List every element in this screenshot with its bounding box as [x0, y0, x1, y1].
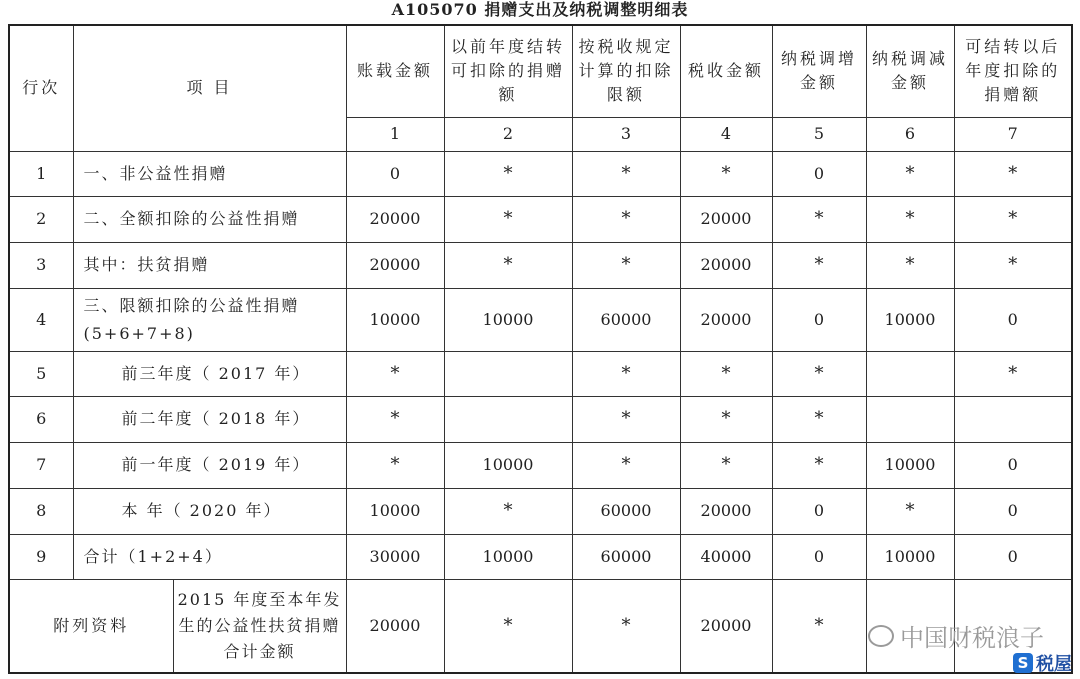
- cell-value: 10000: [866, 288, 954, 351]
- cell-value: 0: [772, 288, 866, 351]
- cell-value: [444, 396, 572, 442]
- cell-value: *: [680, 442, 772, 488]
- header-col-3: 按税收规定计算的扣除限额: [572, 25, 680, 117]
- cell-value: 10000: [444, 442, 572, 488]
- brand-logo: [1013, 650, 1072, 676]
- row-item: 前一年度（ 2019 年）: [73, 442, 346, 488]
- header-col-1: 账载金额: [346, 25, 444, 117]
- cell-value: *: [954, 196, 1072, 242]
- cell-value: 10000: [444, 288, 572, 351]
- header-row-no: 行次: [9, 25, 73, 151]
- cell-value: 20000: [346, 242, 444, 288]
- cell-value: *: [954, 351, 1072, 396]
- cell-value: *: [572, 351, 680, 396]
- col-number: 3: [572, 117, 680, 151]
- cell-value: *: [866, 242, 954, 288]
- cell-value: *: [866, 151, 954, 196]
- table-row: [9, 351, 1072, 396]
- cell-value: 10000: [346, 488, 444, 534]
- cell-value: *: [866, 488, 954, 534]
- logo-mark-icon: S: [1013, 653, 1033, 673]
- col-number: 2: [444, 117, 572, 151]
- cell-value: *: [772, 196, 866, 242]
- cell-value: 0: [954, 442, 1072, 488]
- cell-value: *: [680, 396, 772, 442]
- cell-value: 30000: [346, 534, 444, 579]
- header-col-6: 纳税调减金额: [866, 25, 954, 117]
- cell-value: *: [772, 396, 866, 442]
- donation-table: [8, 24, 1073, 674]
- row-number: 7: [9, 442, 73, 488]
- cell-value: [866, 396, 954, 442]
- wechat-icon: [868, 625, 894, 647]
- cell-value: *: [572, 442, 680, 488]
- cell-value: 40000: [680, 534, 772, 579]
- row-item: 三、限额扣除的公益性捐赠(5+6+7+8): [73, 288, 346, 351]
- row-item: 一、非公益性捐赠: [73, 151, 346, 196]
- cell-value: 10000: [866, 442, 954, 488]
- header-col-4: 税收金额: [680, 25, 772, 117]
- cell-value: *: [444, 488, 572, 534]
- cell-value: 0: [346, 151, 444, 196]
- cell-value: [444, 351, 572, 396]
- cell-value: 0: [772, 151, 866, 196]
- row-number: 9: [9, 534, 73, 579]
- row-item: 其中：扶贫捐赠: [73, 242, 346, 288]
- table-row: [9, 534, 1072, 579]
- header-col-5: 纳税调增金额: [772, 25, 866, 117]
- table-row: [9, 288, 1072, 351]
- cell-value: *: [346, 396, 444, 442]
- cell-value: *: [772, 442, 866, 488]
- cell-value: 10000: [866, 534, 954, 579]
- col-number: 1: [346, 117, 444, 151]
- row-item: 二、全额扣除的公益性捐赠: [73, 196, 346, 242]
- cell-value: *: [572, 579, 680, 673]
- col-number: 7: [954, 117, 1072, 151]
- cell-value: *: [444, 196, 572, 242]
- cell-value: *: [346, 442, 444, 488]
- row-item: 前三年度（ 2017 年）: [73, 351, 346, 396]
- cell-value: 60000: [572, 288, 680, 351]
- table-row: [9, 396, 1072, 442]
- table-title: A105070 捐赠支出及纳税调整明细表: [391, 0, 689, 19]
- cell-value: 20000: [680, 579, 772, 673]
- row-number: 2: [9, 196, 73, 242]
- logo-text: 税屋: [1036, 654, 1072, 675]
- header-row: [9, 25, 1072, 117]
- appendix-label: 附列资料: [9, 579, 173, 673]
- cell-value: *: [572, 196, 680, 242]
- row-number: 6: [9, 396, 73, 442]
- table-row: [9, 442, 1072, 488]
- cell-value: *: [572, 396, 680, 442]
- cell-value: 10000: [346, 288, 444, 351]
- cell-value: [954, 396, 1072, 442]
- cell-value: 20000: [680, 288, 772, 351]
- cell-value: *: [954, 242, 1072, 288]
- cell-value: 20000: [680, 242, 772, 288]
- cell-value: 60000: [572, 488, 680, 534]
- row-item: 合计（1+2+4）: [73, 534, 346, 579]
- cell-value: 0: [954, 288, 1072, 351]
- header-col-7: 可结转以后年度扣除的捐赠额: [954, 25, 1072, 117]
- cell-value: 20000: [680, 196, 772, 242]
- cell-value: *: [572, 151, 680, 196]
- watermark: [868, 618, 1044, 653]
- table-row: [9, 151, 1072, 196]
- cell-value: *: [572, 242, 680, 288]
- cell-value: *: [680, 351, 772, 396]
- row-number: 1: [9, 151, 73, 196]
- row-item: 前二年度（ 2018 年）: [73, 396, 346, 442]
- cell-value: [866, 351, 954, 396]
- cell-value: *: [866, 196, 954, 242]
- cell-value: 0: [954, 534, 1072, 579]
- appendix-sub-item: 2015 年度至本年发生的公益性扶贫捐赠合计金额: [173, 579, 346, 673]
- cell-value: 60000: [572, 534, 680, 579]
- row-item: 本 年（ 2020 年）: [73, 488, 346, 534]
- cell-value: *: [346, 351, 444, 396]
- cell-value: 10000: [444, 534, 572, 579]
- cell-value: *: [954, 151, 1072, 196]
- cell-value: *: [444, 151, 572, 196]
- row-number: 4: [9, 288, 73, 351]
- row-number: 5: [9, 351, 73, 396]
- header-col-2: 以前年度结转可扣除的捐赠额: [444, 25, 572, 117]
- cell-value: *: [772, 579, 866, 673]
- table-row: [9, 196, 1072, 242]
- row-number: 8: [9, 488, 73, 534]
- cell-value: 0: [772, 488, 866, 534]
- header-item: 项 目: [73, 25, 346, 151]
- col-number: 5: [772, 117, 866, 151]
- cell-value: *: [444, 579, 572, 673]
- cell-value: 20000: [680, 488, 772, 534]
- cell-value: *: [772, 242, 866, 288]
- cell-value: *: [772, 351, 866, 396]
- table-row: [9, 488, 1072, 534]
- table-row: [9, 242, 1072, 288]
- cell-value: *: [680, 151, 772, 196]
- cell-value: *: [444, 242, 572, 288]
- row-number: 3: [9, 242, 73, 288]
- watermark-text: 中国财税浪子: [900, 624, 1044, 652]
- cell-value: 0: [954, 488, 1072, 534]
- cell-value: 0: [772, 534, 866, 579]
- cell-value: 20000: [346, 196, 444, 242]
- cell-value: 20000: [346, 579, 444, 673]
- col-number: 6: [866, 117, 954, 151]
- col-number: 4: [680, 117, 772, 151]
